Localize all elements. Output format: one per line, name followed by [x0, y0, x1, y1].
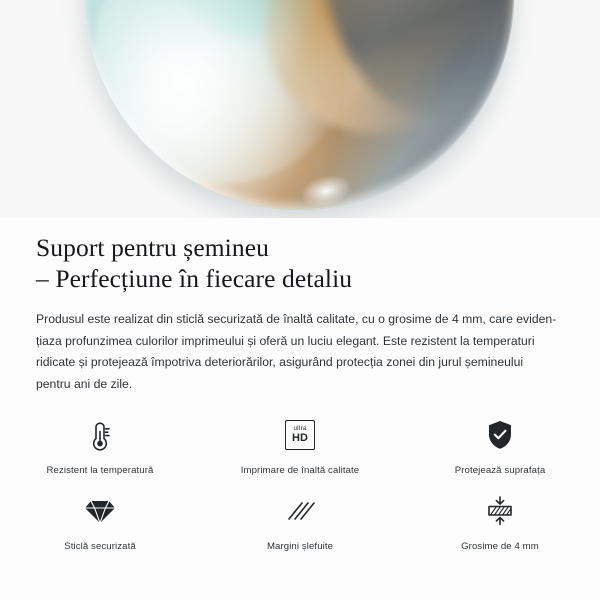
feature-item-surface-protection: [400, 400, 600, 476]
feature-label: Protejează suprafața: [454, 465, 546, 476]
feature-grid: [0, 400, 600, 552]
feature-label: Margini șlefuite: [266, 541, 334, 552]
diamond-icon: [82, 490, 118, 532]
marble-glass-plate-graphic: [84, 0, 514, 210]
thermometer-icon: [83, 414, 117, 456]
hero-image: [0, 0, 600, 218]
feature-label: Imprimare de înaltă calitate: [240, 465, 360, 476]
feature-item-print-quality: [200, 400, 400, 476]
shield-check-icon: [483, 414, 517, 456]
plate-edge-highlight: [84, 0, 514, 210]
text-content: [0, 218, 600, 395]
ultra-hd-icon: [285, 414, 315, 456]
feature-label: Sticlă securizată: [64, 541, 136, 552]
page-title: [0, 218, 600, 294]
feature-label: Grosime de 4 mm: [461, 541, 539, 552]
ultra-hd-bottom-text: HD: [292, 432, 308, 445]
feature-item-thickness: [400, 476, 600, 552]
feature-item-polished-edges: [200, 476, 400, 552]
feature-row-1: [0, 400, 600, 476]
feature-label: Rezistent la temperatură: [46, 465, 154, 476]
polished-edges-icon: [282, 490, 318, 532]
feature-item-tempered-glass: [0, 476, 200, 552]
page-title-line-2: – Perfecțiune în fiecare detaliu: [36, 264, 353, 293]
page-title-line-1: Suport pentru șemineu: [36, 233, 269, 262]
feature-row-2: [0, 476, 600, 552]
ultra-hd-top-text: ultra: [293, 424, 307, 432]
thickness-arrows-icon: [482, 490, 518, 532]
feature-item-temperature: [0, 400, 200, 476]
description-paragraph: Produsul este realizat din sticlă securizată de înaltă calitate, cu o grosime de 4 mm, care eviden-țiaza profunzimea culorilor imprimeului și oferă un luciu elegant. Este rezistent la temperaturi ridicate și protejează împotriva deteriorărilor, asigurând protecția zonei din jurul șemineului pentru ani de zile.: [36, 312, 557, 391]
